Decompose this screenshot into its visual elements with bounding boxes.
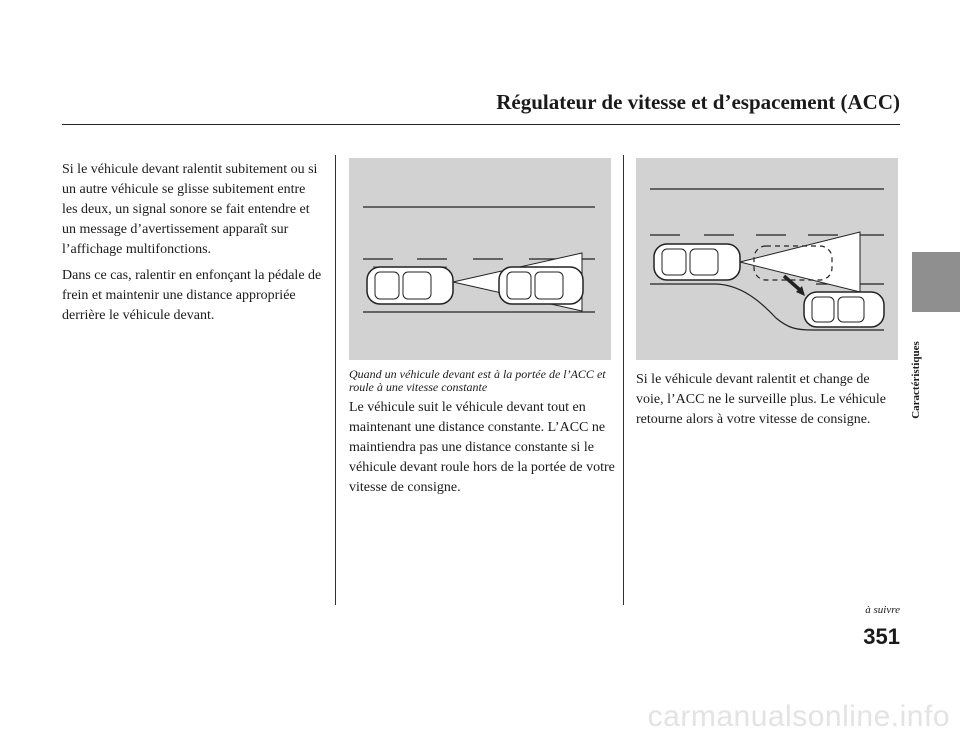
right-column-text — [636, 370, 898, 430]
middle-column-text — [349, 398, 615, 498]
header-rule — [62, 124, 900, 125]
own-car-icon — [654, 244, 740, 280]
watermark: carmanualsonline.info — [647, 700, 950, 733]
lane-change-arrow — [784, 276, 800, 290]
own-car-icon — [367, 267, 453, 304]
figure-caption: Quand un véhicule devant est à la portée de l’ACC et roule à une vitesse constante — [349, 367, 606, 394]
section-tab-label-text: Caractéristiques — [910, 341, 922, 419]
left-paragraph-1: Si le véhicule devant ralentit subitement ou si un autre véhicule se glisse subitement entre les deux, un signal sonore se fait entendre et un message d’avertissement apparaît sur l’affichage multifonctions. — [62, 162, 318, 257]
page-number: 351 — [863, 624, 900, 649]
figure-acc-lane-change — [636, 158, 898, 360]
left-column — [62, 160, 324, 326]
figure-acc-following-drawing — [349, 158, 611, 360]
middle-paragraph: Le véhicule suit le véhicule devant tout en maintenant une distance constante. L’ACC ne maintiendra pas une distance constante si le véhicule devant roule hors de la portée de votre vitesse de consigne. — [349, 400, 615, 495]
figure-acc-following — [349, 158, 611, 360]
section-tab — [912, 252, 960, 312]
left-paragraph-2: Dans ce cas, ralentir en enfonçant la pédale de frein et maintenir une distance appropriée derrière le véhicule devant. — [62, 268, 322, 323]
column-divider-right — [623, 155, 624, 605]
figure-acc-lane-change-drawing — [636, 158, 898, 360]
lead-car-icon — [804, 292, 884, 327]
right-paragraph: Si le véhicule devant ralentit et change de voie, l’ACC ne le surveille plus. Le véhicule retourne alors à votre vitesse de consigne. — [636, 372, 886, 427]
continued-note: à suivre — [865, 604, 900, 616]
section-tab-label — [906, 320, 926, 440]
lead-car-icon — [499, 267, 583, 304]
column-divider-left — [335, 155, 336, 605]
page-title: Régulateur de vitesse et d’espacement (ACC) — [496, 90, 900, 114]
